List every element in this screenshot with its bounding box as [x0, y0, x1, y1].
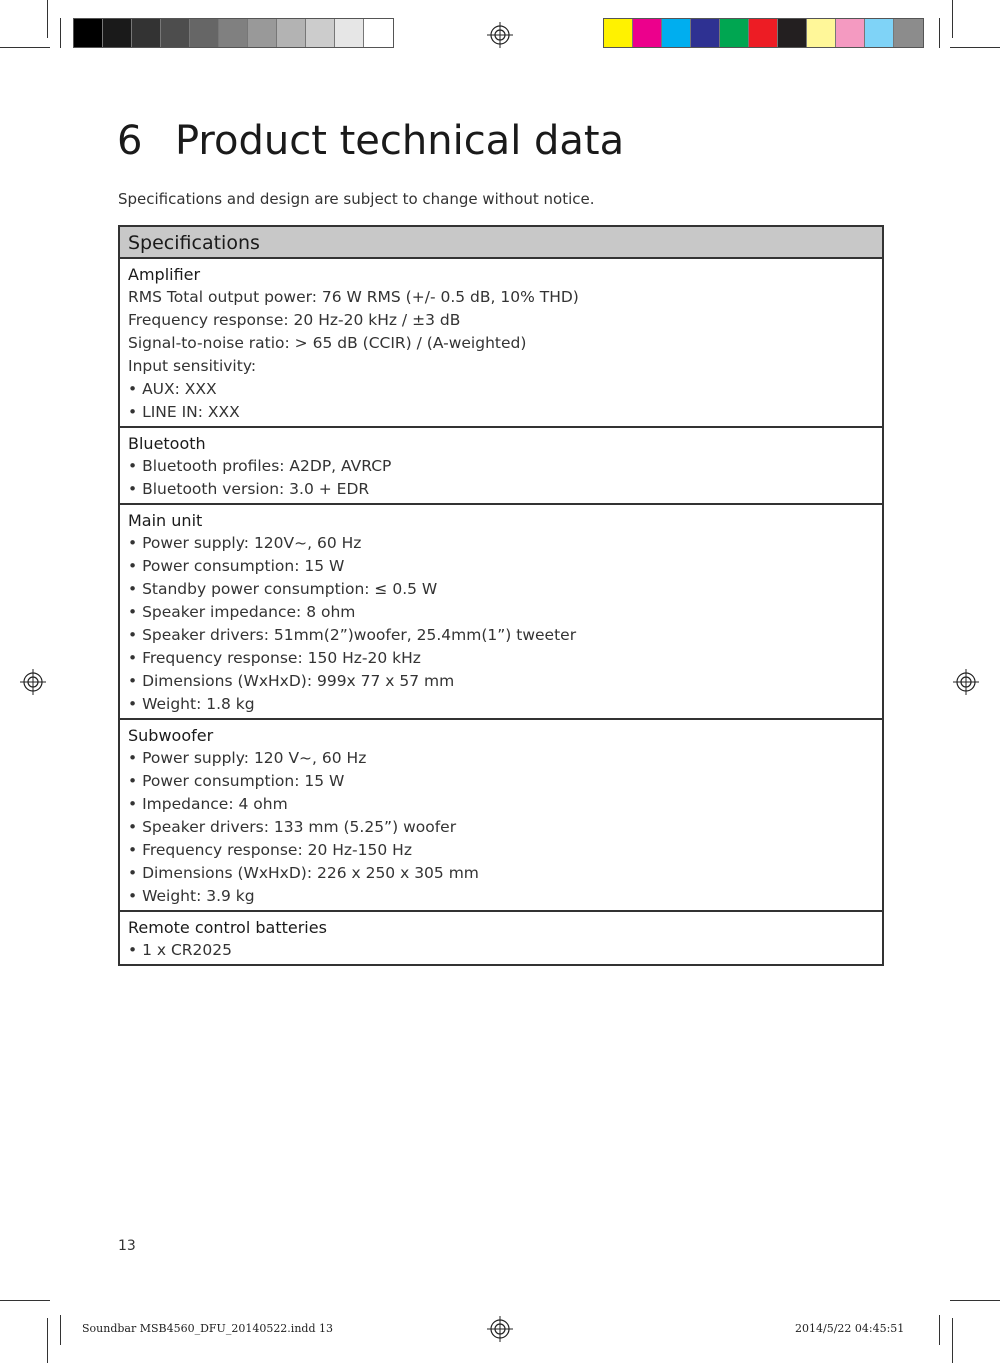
process-color-bar [603, 18, 924, 48]
spec-line: • LINE IN: XXX [128, 403, 240, 421]
crop-mark [939, 1315, 940, 1345]
color-swatch [807, 19, 836, 47]
crop-mark [0, 1300, 50, 1301]
spec-line: • Power consumption: 15 W [128, 772, 345, 790]
spec-line: • Power consumption: 15 W [128, 557, 345, 575]
spec-line: • Power supply: 120V~, 60 Hz [128, 534, 362, 552]
color-swatch [103, 19, 132, 47]
color-swatch [749, 19, 778, 47]
page-number: 13 [118, 1238, 136, 1254]
spec-section [120, 428, 882, 505]
color-swatch [219, 19, 248, 47]
spec-line: • Weight: 1.8 kg [128, 695, 255, 713]
chapter-number: 6 [117, 118, 143, 164]
crop-mark [952, 0, 953, 38]
color-swatch [720, 19, 749, 47]
color-swatch [74, 19, 103, 47]
disclaimer-note: Specifications and design are subject to change without notice. [118, 190, 595, 208]
crop-mark [950, 47, 1000, 48]
spec-line: RMS Total output power: 76 W RMS (+/- 0.5 dB, 10% THD) [128, 288, 579, 306]
specifications-header: Specifications [120, 227, 882, 259]
specifications-body [120, 259, 882, 964]
color-swatch [306, 19, 335, 47]
spec-line: • Dimensions (WxHxD): 999x 77 x 57 mm [128, 672, 455, 690]
color-swatch [662, 19, 691, 47]
spec-line: • Standby power consumption: ≤ 0.5 W [128, 580, 438, 598]
spec-section [120, 505, 882, 720]
crop-mark [60, 1315, 61, 1345]
spec-line: • Power supply: 120 V~, 60 Hz [128, 749, 367, 767]
chapter-title: Product technical data [175, 118, 625, 164]
spec-section [120, 259, 882, 428]
color-swatch [865, 19, 894, 47]
crop-mark [47, 0, 48, 38]
specifications-table [118, 225, 884, 966]
crop-mark [950, 1300, 1000, 1301]
crop-mark [47, 1318, 48, 1363]
crop-mark [939, 18, 940, 48]
slug-timestamp: 2014/5/22 04:45:51 [795, 1322, 905, 1335]
spec-section-title: Subwoofer [128, 726, 214, 745]
spec-line: Signal-to-noise ratio: > 65 dB (CCIR) / (A-weighted) [128, 334, 527, 352]
spec-section-title: Main unit [128, 511, 203, 530]
color-swatch [778, 19, 807, 47]
spec-line: • Speaker impedance: 8 ohm [128, 603, 356, 621]
color-swatch [633, 19, 662, 47]
spec-line: • Bluetooth profiles: A2DP, AVRCP [128, 457, 392, 475]
color-swatch [836, 19, 865, 47]
spec-line: • Speaker drivers: 51mm(2”)woofer, 25.4mm(1”) tweeter [128, 626, 577, 644]
crop-mark [0, 47, 50, 48]
color-swatch [691, 19, 720, 47]
spec-line: Frequency response: 20 Hz-20 kHz / ±3 dB [128, 311, 461, 329]
spec-line: Input sensitivity: [128, 357, 257, 375]
spec-line: • Speaker drivers: 133 mm (5.25”) woofer [128, 818, 457, 836]
spec-section [120, 912, 882, 964]
color-swatch [604, 19, 633, 47]
spec-line: • Bluetooth version: 3.0 + EDR [128, 480, 370, 498]
spec-section-title: Remote control batteries [128, 918, 327, 937]
registration-mark-icon [953, 669, 979, 695]
color-swatch [364, 19, 393, 47]
spec-line: • Dimensions (WxHxD): 226 x 250 x 305 mm [128, 864, 479, 882]
spec-line: • 1 x CR2025 [128, 941, 232, 959]
spec-section [120, 720, 882, 912]
registration-mark-icon [487, 22, 513, 48]
spec-section-title: Amplifier [128, 265, 201, 284]
registration-mark-icon [487, 1316, 513, 1342]
grayscale-color-bar [73, 18, 394, 48]
spec-line: • Impedance: 4 ohm [128, 795, 288, 813]
color-swatch [132, 19, 161, 47]
spec-line: • Frequency response: 150 Hz-20 kHz [128, 649, 421, 667]
color-swatch [161, 19, 190, 47]
registration-mark-icon [20, 669, 46, 695]
page-title [117, 118, 624, 164]
color-swatch [248, 19, 277, 47]
crop-mark [60, 18, 61, 48]
spec-line: • Frequency response: 20 Hz-150 Hz [128, 841, 412, 859]
spec-line: • Weight: 3.9 kg [128, 887, 255, 905]
spec-line: • AUX: XXX [128, 380, 217, 398]
slug-file-name: Soundbar MSB4560_DFU_20140522.indd 13 [82, 1322, 333, 1335]
color-swatch [190, 19, 219, 47]
crop-mark [952, 1318, 953, 1363]
color-swatch [335, 19, 364, 47]
color-swatch [894, 19, 923, 47]
spec-section-title: Bluetooth [128, 434, 206, 453]
color-swatch [277, 19, 306, 47]
